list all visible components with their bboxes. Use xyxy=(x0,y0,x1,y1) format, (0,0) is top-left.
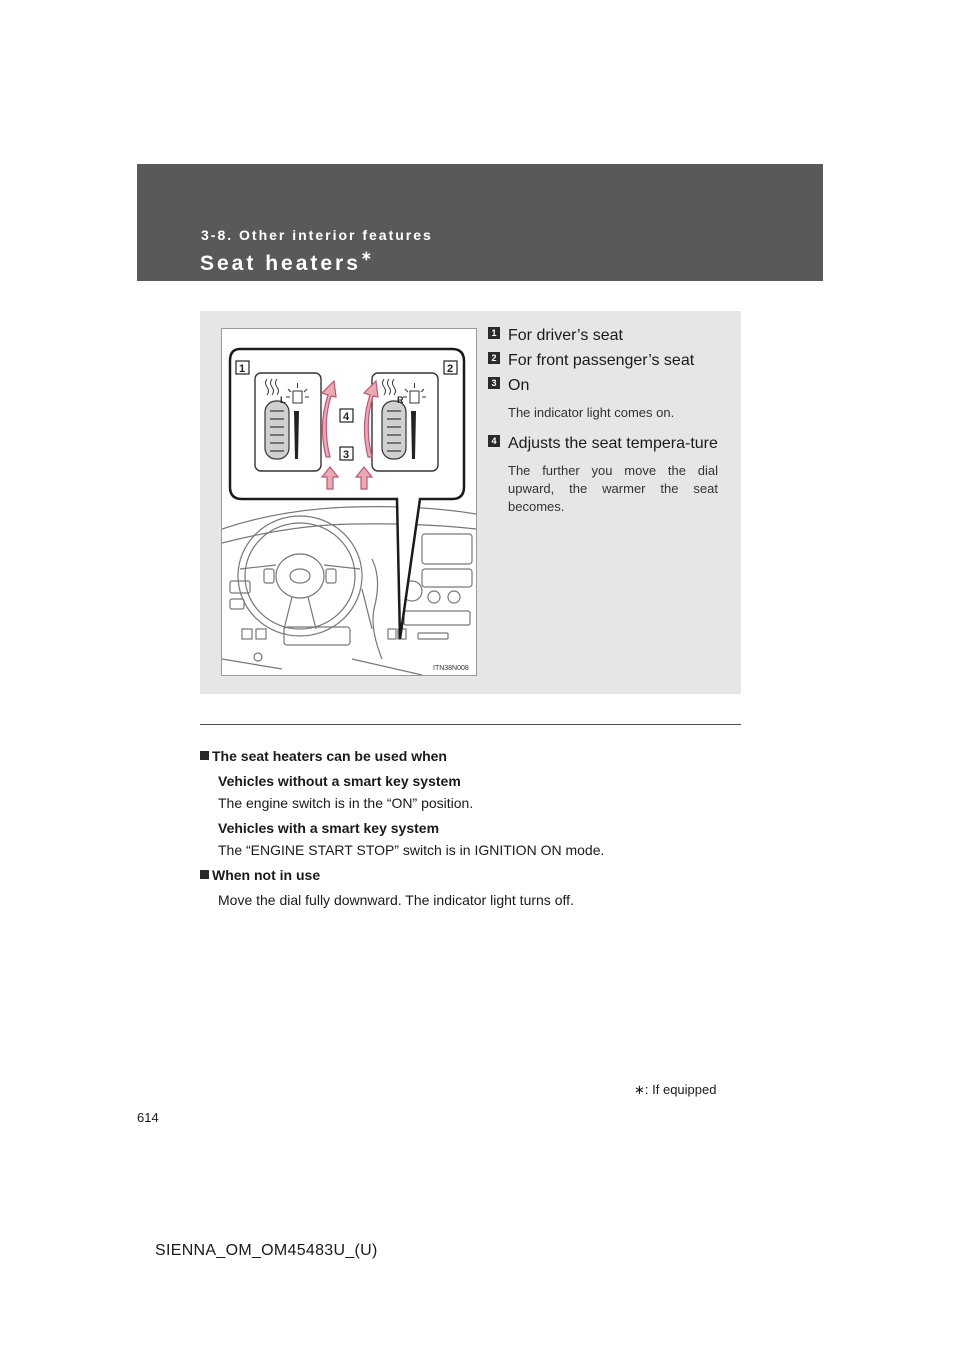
passenger-dial-letter: R xyxy=(397,395,404,405)
step-title: On xyxy=(508,377,530,394)
footnote xyxy=(634,1082,716,1098)
page-title-text: Seat heaters xyxy=(200,252,361,275)
square-bullet-icon xyxy=(200,751,209,760)
if-equipped-mark: ∗ xyxy=(360,248,372,263)
callout-3 xyxy=(340,447,353,461)
callout-4 xyxy=(340,409,353,423)
step-item xyxy=(488,348,718,373)
step-list xyxy=(488,323,718,525)
step-number: 4 xyxy=(488,435,500,447)
section-header-bar xyxy=(137,164,823,281)
step-item xyxy=(488,431,718,525)
note-subheading: Vehicles without a smart key system xyxy=(218,773,461,789)
step-title: For driver’s seat xyxy=(508,327,623,344)
svg-text:2: 2 xyxy=(447,363,454,375)
page-title xyxy=(200,250,372,276)
step-note: The further you move the dial upward, the warmer the seat becomes. xyxy=(508,463,718,514)
notes-section xyxy=(212,745,742,911)
footnote-mark: ∗ xyxy=(634,1082,645,1097)
note-text: The “ENGINE START STOP” switch is in IGNITION ON mode. xyxy=(218,842,605,858)
note-text: The engine switch is in the “ON” position. xyxy=(218,795,474,811)
step-number: 3 xyxy=(488,377,500,389)
step-number: 1 xyxy=(488,327,500,339)
svg-text:3: 3 xyxy=(343,449,350,461)
driver-dial-letter: L xyxy=(280,395,286,405)
section-label: 3-8. Other interior features xyxy=(201,227,433,243)
svg-text:1: 1 xyxy=(239,363,246,375)
square-bullet-icon xyxy=(200,870,209,879)
note-subheading: Vehicles with a smart key system xyxy=(218,820,440,836)
step-title: For front passenger’s seat xyxy=(508,352,695,369)
seat-heater-illustration xyxy=(221,328,477,676)
note-heading: The seat heaters can be used when xyxy=(200,745,742,767)
step-title: Adjusts the seat tempera-ture xyxy=(508,435,718,452)
step-item xyxy=(488,373,718,431)
passenger-indicator-light xyxy=(410,391,419,403)
svg-text:4: 4 xyxy=(343,411,350,423)
dashboard-drawing xyxy=(222,507,476,675)
step-item xyxy=(488,323,718,348)
note-text: Move the dial fully downward. The indicator light turns off. xyxy=(218,892,574,908)
passenger-dial xyxy=(382,401,406,459)
document-id: SIENNA_OM_OM45483U_(U) xyxy=(155,1242,378,1259)
step-number: 2 xyxy=(488,352,500,364)
step-note: The indicator light comes on. xyxy=(508,405,675,420)
callout-2 xyxy=(444,361,457,375)
driver-indicator-light xyxy=(293,391,302,403)
page-number: 614 xyxy=(137,1110,159,1125)
illustration-panel xyxy=(200,311,741,694)
driver-dial xyxy=(265,401,289,459)
note-heading: When not in use xyxy=(200,864,742,886)
figure-code: ITN38N008 xyxy=(433,665,469,672)
footnote-text: : If equipped xyxy=(644,1082,717,1097)
section-divider xyxy=(200,724,741,725)
callout-1 xyxy=(236,361,249,375)
